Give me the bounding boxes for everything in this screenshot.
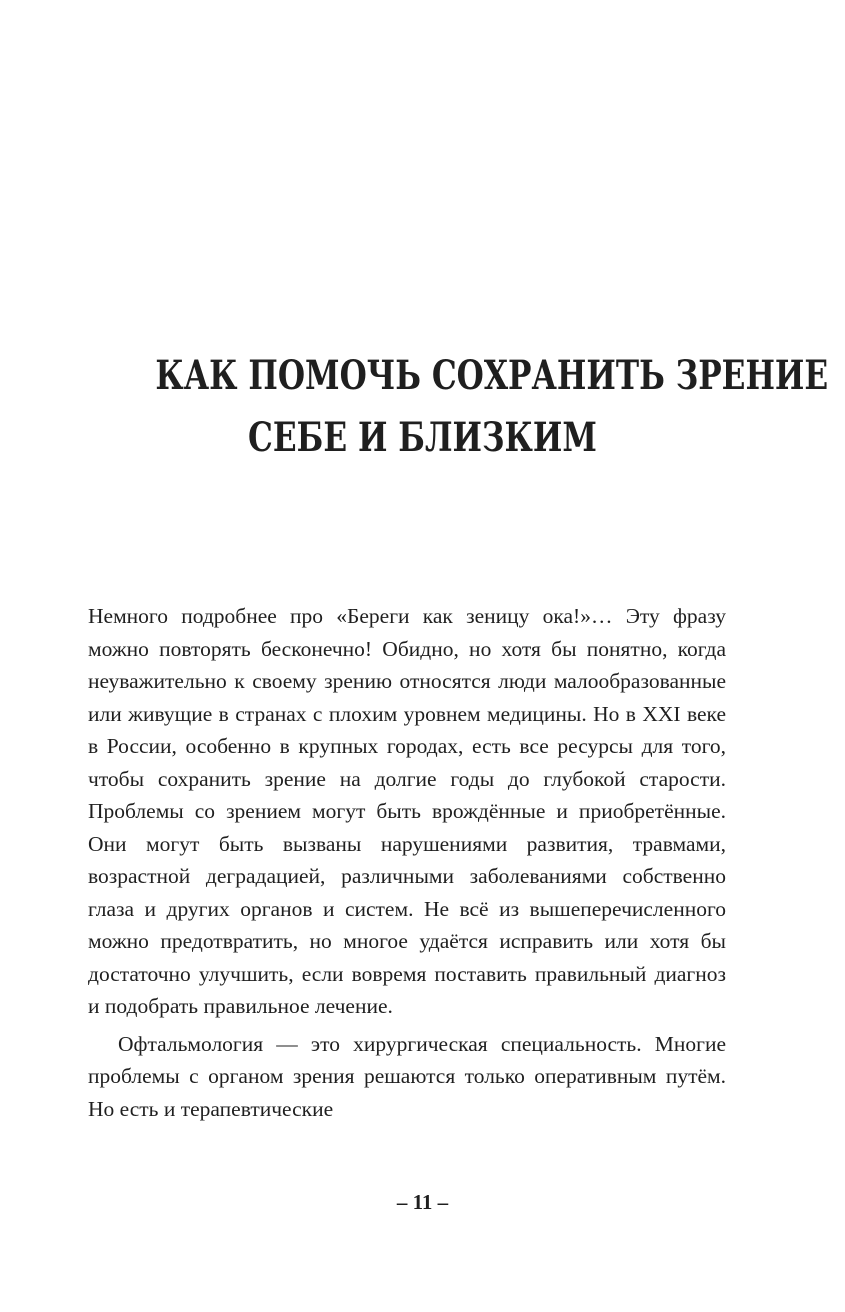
body-text xyxy=(88,600,726,1125)
paragraph-2: Офтальмология — это хирургическая специальность. Многие проблемы с органом зрения решаются только оперативным путём. Но есть и терапевтические xyxy=(88,1031,726,1121)
chapter-title-line-1: КАК ПОМОЧЬ СОХРАНИТЬ ЗРЕНИЕ xyxy=(155,351,829,399)
chapter-title-line-2: СЕБЕ И БЛИЗКИМ xyxy=(248,413,597,461)
paragraph-1: Немного подробнее про «Береги как зеницу ока!»… Эту фразу можно повторять бесконечно! Обидно, но хотя бы понятно, когда неуважительно к своему зрению относятся люди малообразованные или живущие в странах с плохим уровнем медицины. Но в XXI веке в России, особенно в крупных городах, есть все ресурсы для того, чтобы сохранить зрение на долгие годы до глубокой старости. Проблемы со зрением могут быть врождённые и приобретённые. Они могут быть вызваны нарушениями развития, травмами, возрастной деградацией, различными заболеваниями собственно глаза и других органов и систем. Не всё из вышеперечисленного можно предотвратить, но многое удаётся исправить или хотя бы достаточно улучшить, если вовремя поставить правильный диагноз и подобрать правильное лечение. xyxy=(88,604,726,1018)
chapter-title xyxy=(155,345,829,469)
page-number: – 11 – xyxy=(396,1190,449,1214)
